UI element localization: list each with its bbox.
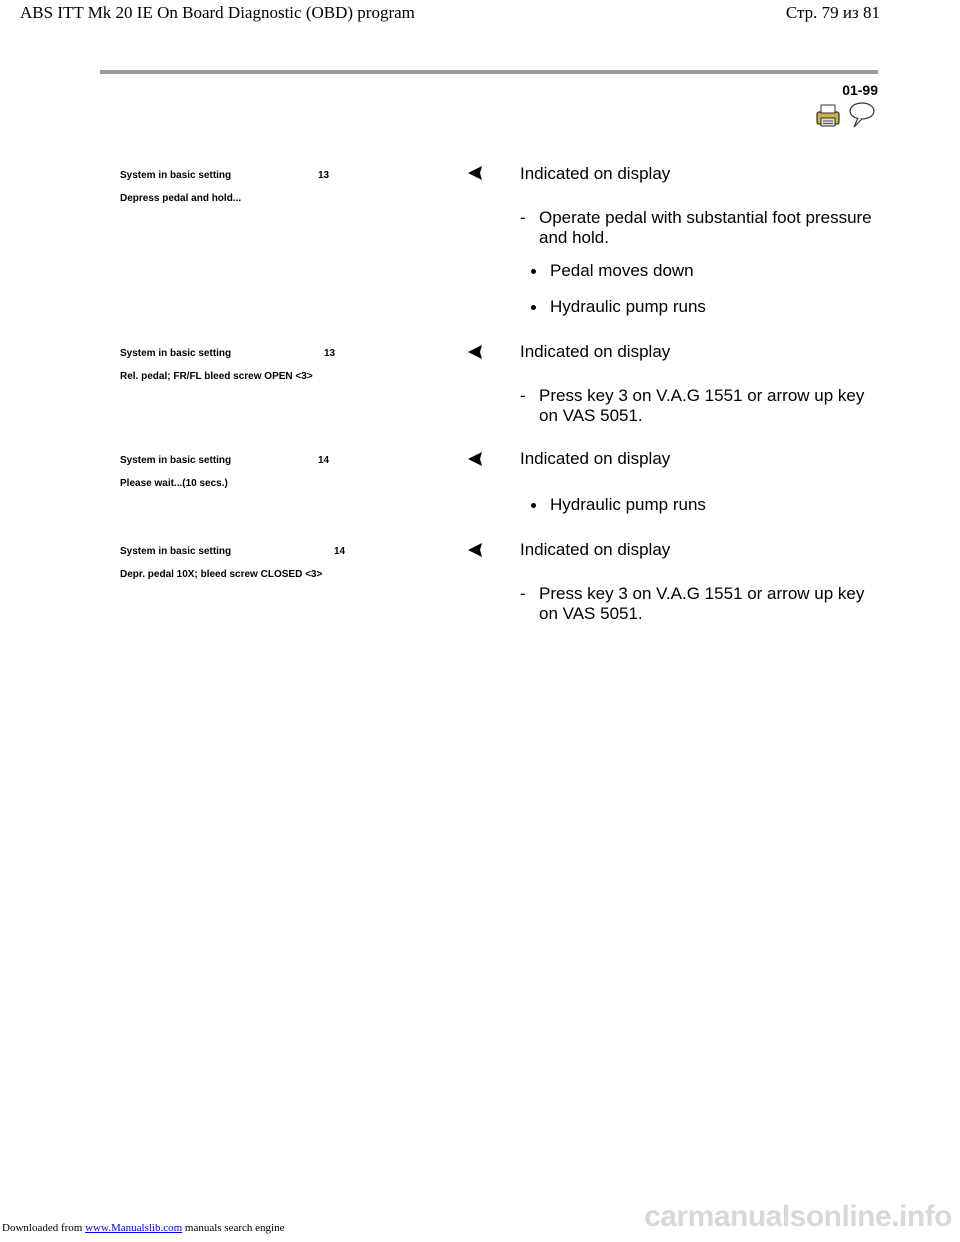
instruction-text: Operate pedal with substantial foot pressure and hold.: [539, 208, 872, 247]
manualslib-link[interactable]: www.Manualslib.com: [85, 1222, 183, 1234]
instruction-text: Press key 3 on V.A.G 1551 or arrow up key on VAS 5051.: [539, 386, 865, 425]
dash-marker: -: [520, 386, 526, 405]
footer: [2, 1222, 284, 1234]
indicated-label: Indicated on display: [520, 540, 671, 559]
speech-bubble-icon[interactable]: [850, 103, 874, 127]
toolbar-icons: [814, 100, 878, 130]
display-line2: Please wait...(10 secs.): [120, 478, 228, 489]
display-number: 13: [318, 170, 330, 181]
printer-icon[interactable]: [817, 105, 839, 126]
display-number: 14: [318, 455, 330, 466]
indicated-label: Indicated on display: [520, 449, 671, 468]
footer-prefix: Downloaded from: [2, 1222, 83, 1234]
display-number: 14: [334, 546, 346, 557]
display-readout-2: [120, 348, 336, 382]
arrow-left-icon: [466, 541, 484, 559]
bullet-dot: [531, 269, 536, 274]
display-line2: Rel. pedal; FR/FL bleed screw OPEN <3>: [120, 371, 313, 382]
display-readout-3: [120, 455, 330, 489]
display-line1: System in basic setting: [120, 348, 232, 359]
arrow-left-icon: [466, 450, 484, 468]
bullet-dot: [531, 305, 536, 310]
page-counter: Стр. 79 из 81: [785, 3, 880, 22]
bullet-dot: [531, 503, 536, 508]
dash-marker: -: [520, 208, 526, 227]
display-line1: System in basic setting: [120, 455, 232, 466]
display-readout-1: [120, 170, 330, 204]
indicated-label: Indicated on display: [520, 164, 671, 183]
bullet-text: Hydraulic pump runs: [550, 495, 706, 514]
display-number: 13: [324, 348, 336, 359]
display-readout-4: [120, 546, 346, 580]
bullet-text: Hydraulic pump runs: [550, 297, 706, 316]
footer-suffix: manuals search engine: [184, 1222, 285, 1234]
page-number: 01-99: [842, 82, 878, 98]
display-line1: System in basic setting: [120, 170, 232, 181]
display-line2: Depr. pedal 10X; bleed screw CLOSED <3>: [120, 569, 323, 580]
document-title: ABS ITT Mk 20 IE On Board Diagnostic (OBD) program: [20, 3, 415, 22]
display-line1: System in basic setting: [120, 546, 232, 557]
indicated-label: Indicated on display: [520, 342, 671, 361]
dash-marker: -: [520, 584, 526, 603]
arrow-left-icon: [466, 343, 484, 361]
display-line2: Depress pedal and hold...: [120, 193, 242, 204]
watermark: carmanualsonline.info: [644, 1200, 952, 1233]
arrow-left-icon: [466, 164, 484, 182]
header-rule: [100, 70, 878, 74]
instruction-text: Press key 3 on V.A.G 1551 or arrow up key on VAS 5051.: [539, 584, 865, 623]
bullet-text: Pedal moves down: [550, 261, 694, 280]
